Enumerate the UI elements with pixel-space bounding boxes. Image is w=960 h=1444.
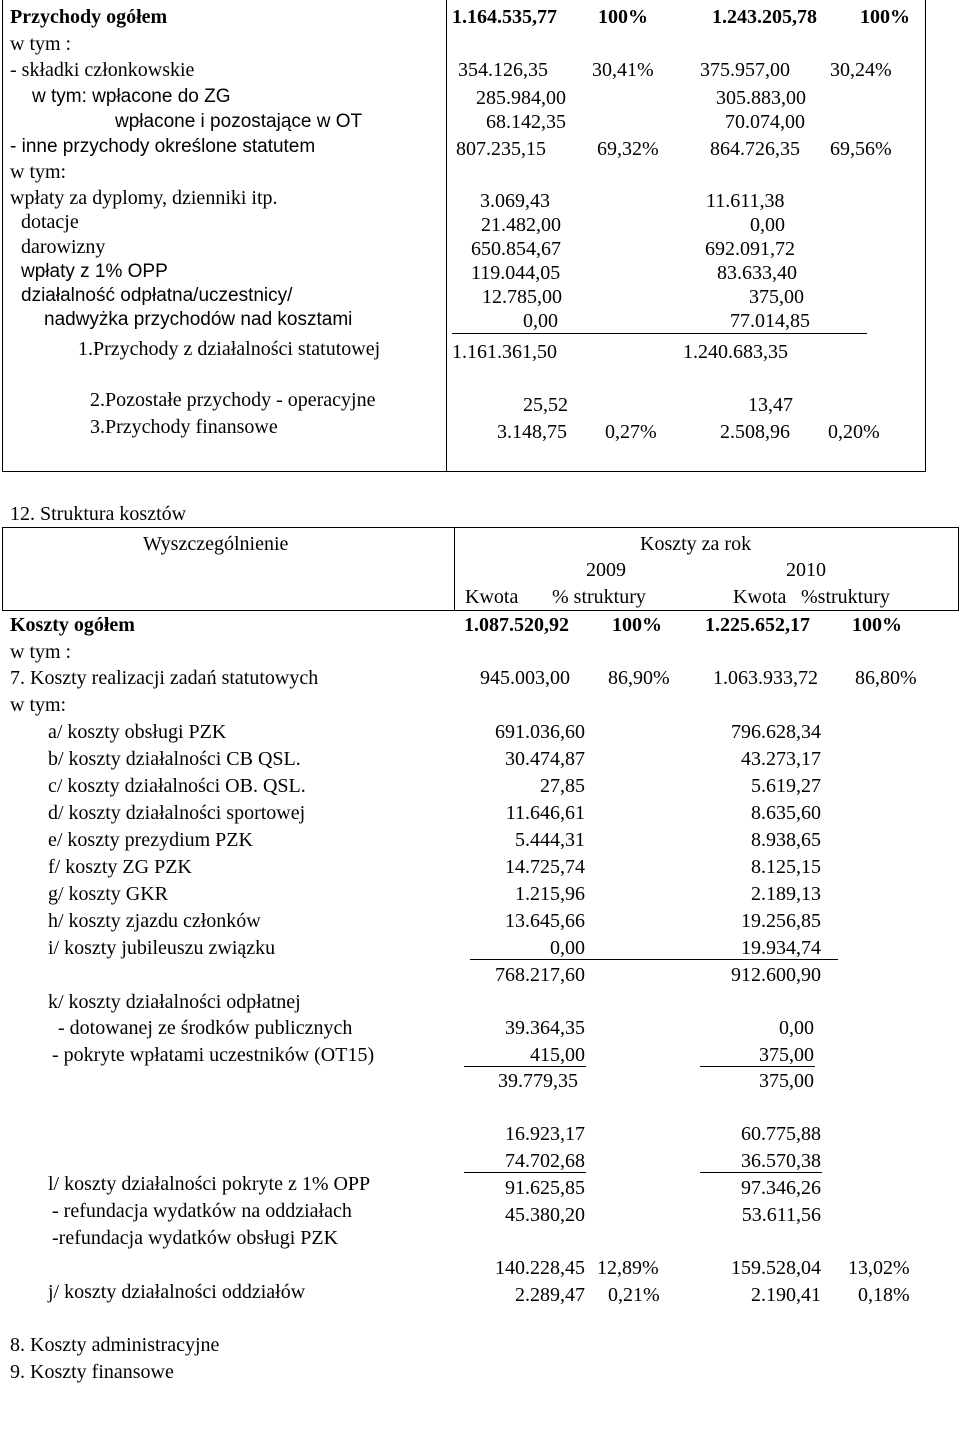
income-label: 3.Przychody finansowe [90,416,278,438]
cost-v1: 13.645,66 [505,910,585,932]
cost-label: f/ koszty ZG PZK [48,856,192,878]
cost-v1: 11.646,61 [505,802,585,824]
cost-v1: 768.217,60 [495,964,585,986]
cost-label: - pokryte wpłatami uczestników (OT15) [52,1044,375,1066]
income-subtotal-underline [452,333,867,334]
cost-v2: 1.225.652,17 [705,614,810,636]
income-v1: 807.235,15 [456,138,546,160]
income-label: Przychody ogółem [10,6,168,28]
income-v2: 1.240.683,35 [683,341,788,363]
cost-v1: 91.625,85 [505,1177,585,1199]
cost-label: w tym : [10,641,72,663]
cost-p1: 100% [612,614,662,636]
cost-label: 9. Koszty finansowe [10,1361,174,1383]
income-v2: 13,47 [748,394,793,416]
income-border-bottom [2,471,926,472]
kwota2-header: Kwota [733,586,787,608]
income-label: działalność odpłatna/uczestnicy/ [21,285,293,306]
cost-v2: 0,00 [779,1017,814,1039]
cost-v2: 1.063.933,72 [713,667,818,689]
income-v2: 11.611,38 [706,190,785,212]
income-label: wpłacone i pozostające w OT [115,111,363,132]
cost-label: - refundacja wydatków na oddziałach [52,1200,352,1222]
cost-v1: 39.364,35 [505,1017,585,1039]
cost-label: - dotowanej ze środków publicznych [58,1017,353,1039]
income-label: wpłaty za dyplomy, dzienniki itp. [10,187,278,209]
cost-v1: 2.289,47 [515,1284,585,1306]
group-header: Koszty za rok [640,533,752,555]
income-label: 2.Pozostałe przychody - operacyjne [90,389,376,411]
cost-v2: 60.775,88 [741,1123,821,1145]
year2-header: 2010 [786,559,826,581]
cost-v2: 19.934,74 [741,937,821,959]
income-p2: 30,24% [830,59,892,81]
costs-header-left-border [2,527,3,611]
cost-label: h/ koszty zjazdu członków [48,910,261,932]
income-label: 1.Przychody z działalności statutowej [78,338,381,360]
income-label: w tym: wpłacone do ZG [32,86,231,107]
cost-v2: 2.189,13 [751,883,821,905]
income-v2: 0,00 [750,214,785,236]
cost-v2: 375,00 [759,1070,814,1092]
income-v1: 1.161.361,50 [452,341,557,363]
cost-label: -refundacja wydatków obsługi PZK [52,1227,339,1249]
cost-v1: 5.444,31 [515,829,585,851]
cost-v1: 39.779,35 [498,1070,578,1092]
income-p1: 0,27% [605,421,657,443]
cost-label: e/ koszty prezydium PZK [48,829,253,851]
cost-v1: 45.380,20 [505,1204,585,1226]
cost-v1: 691.036,60 [495,721,585,743]
cost-label: j/ koszty działalności oddziałów [48,1281,306,1303]
cost-v2: 19.256,85 [741,910,821,932]
cost-p2: 86,80% [855,667,917,689]
income-p1: 100% [598,6,648,28]
cost-k2-underline [700,1066,815,1067]
income-v1: 3.069,43 [480,190,550,212]
costs-header-top-border [2,527,959,528]
cost-label: a/ koszty obsługi PZK [48,721,227,743]
income-v2: 77.014,85 [730,310,810,332]
income-v2: 70.074,00 [725,111,805,133]
income-v2: 692.091,72 [705,238,795,260]
cost-label: 7. Koszty realizacji zadań statutowych [10,667,319,689]
struct1-header: % struktury [552,586,646,608]
cost-v2: 796.628,34 [731,721,821,743]
income-v2: 375,00 [749,286,804,308]
cost-k1-underline [464,1066,586,1067]
cost-v2: 2.190,41 [751,1284,821,1306]
cost-v1: 27,85 [540,775,585,797]
section-title: 12. Struktura kosztów [10,503,187,525]
income-label: darowizny [21,236,106,258]
cost-v1: 945.003,00 [480,667,570,689]
cost-v1: 0,00 [550,937,585,959]
cost-label: Koszty ogółem [10,614,135,636]
cost-v2: 43.273,17 [741,748,821,770]
income-v1: 12.785,00 [482,286,562,308]
cost-label: l/ koszty działalności pokryte z 1% OPP [48,1173,371,1195]
income-p2: 100% [860,6,910,28]
income-label: w tym: [10,161,67,183]
income-label: - składki członkowskie [10,59,195,81]
cost-p1: 0,21% [608,1284,660,1306]
col-label-header: Wyszczególnienie [143,533,289,555]
cost-v1: 14.725,74 [505,856,585,878]
cost-v1: 74.702,68 [505,1150,585,1172]
income-v1: 354.126,35 [458,59,548,81]
cost-label: w tym: [10,694,67,716]
income-v1: 3.148,75 [497,421,567,443]
income-v2: 305.883,00 [716,87,806,109]
cost-p2: 0,18% [858,1284,910,1306]
costs-header-divider [454,527,455,611]
cost-v2: 8.938,65 [751,829,821,851]
cost-v2: 36.570,38 [741,1150,821,1172]
cost-label: g/ koszty GKR [48,883,168,905]
cost-v2: 912.600,90 [731,964,821,986]
cost-v2: 5.619,27 [751,775,821,797]
income-v2: 864.726,35 [710,138,800,160]
income-label: dotacje [21,211,79,233]
income-label: - inne przychody określone statutem [10,136,316,157]
income-p1: 30,41% [592,59,654,81]
cost-p2: 13,02% [848,1257,910,1279]
costs-header-bottom-border [2,610,959,611]
cost-v2: 375,00 [759,1044,814,1066]
cost-v2: 8.635,60 [751,802,821,824]
cost-p1: 12,89% [597,1257,659,1279]
income-p1: 69,32% [597,138,659,160]
income-v1: 0,00 [523,310,558,332]
income-label: wpłaty z 1% OPP [21,261,168,282]
income-v1: 1.164.535,77 [452,6,557,28]
income-divider [446,0,447,472]
income-v1: 25,52 [523,394,568,416]
cost-v2: 8.125,15 [751,856,821,878]
costs-header-right-border [958,527,959,611]
kwota1-header: Kwota [465,586,519,608]
cost-label: k/ koszty działalności odpłatnej [48,991,301,1013]
income-label: nadwyżka przychodów nad kosztami [44,309,353,330]
cost-v2: 53.611,56 [741,1204,821,1226]
cost-v1: 16.923,17 [505,1123,585,1145]
cost-v1: 30.474,87 [505,748,585,770]
cost-label: d/ koszty działalności sportowej [48,802,306,824]
income-p2: 0,20% [828,421,880,443]
cost-subtotal-underline [470,959,838,960]
cost-v1: 1.215,96 [515,883,585,905]
income-v2: 375.957,00 [700,59,790,81]
income-v1: 285.984,00 [476,87,566,109]
cost-v1: 140.228,45 [495,1257,585,1279]
income-v1: 650.854,67 [471,238,561,260]
cost-p2: 100% [852,614,902,636]
struct2-header: %struktury [801,586,890,608]
income-v2: 83.633,40 [717,262,797,284]
cost-l1-underline [464,1172,586,1173]
cost-l2-underline [700,1172,822,1173]
cost-label: b/ koszty działalności CB QSL. [48,748,301,770]
cost-v1: 1.087.520,92 [464,614,569,636]
cost-v2: 159.528,04 [731,1257,821,1279]
income-label: w tym : [10,33,72,55]
income-p2: 69,56% [830,138,892,160]
cost-v1: 415,00 [530,1044,585,1066]
income-v1: 68.142,35 [486,111,566,133]
income-v1: 21.482,00 [481,214,561,236]
income-v2: 2.508,96 [720,421,790,443]
income-border-left [2,0,3,472]
cost-v2: 97.346,26 [741,1177,821,1199]
cost-label: 8. Koszty administracyjne [10,1334,220,1356]
income-v2: 1.243.205,78 [712,6,817,28]
year1-header: 2009 [586,559,626,581]
cost-p1: 86,90% [608,667,670,689]
cost-label: i/ koszty jubileuszu związku [48,937,276,959]
cost-label: c/ koszty działalności OB. QSL. [48,775,306,797]
income-border-right [925,0,926,472]
income-v1: 119.044,05 [471,262,561,284]
